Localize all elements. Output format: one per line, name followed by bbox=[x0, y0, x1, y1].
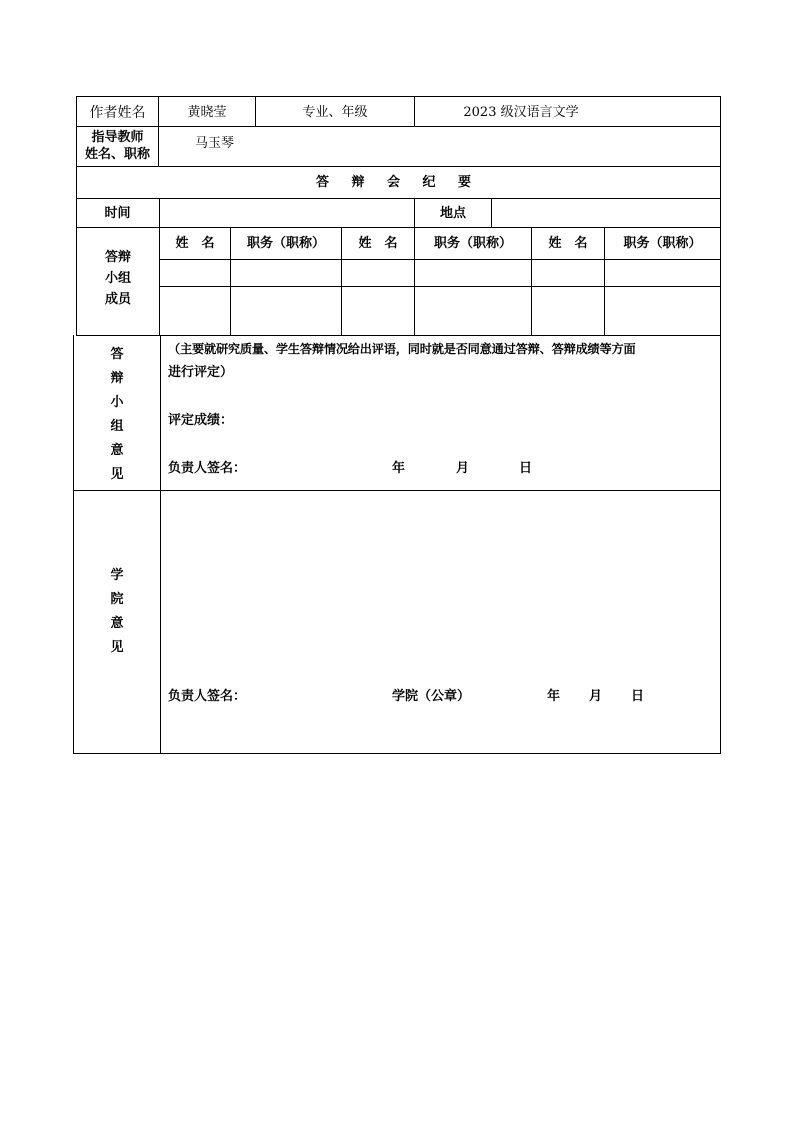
opinion-signature-label: 负责人签名： bbox=[168, 461, 247, 476]
row-divider-3 bbox=[76, 198, 720, 199]
row-divider-6 bbox=[73, 490, 720, 491]
committee-header-title-3: 职务（职称） bbox=[623, 236, 702, 251]
row4-divider-b bbox=[491, 198, 492, 228]
committee-row-divider-1 bbox=[159, 259, 720, 260]
row-divider-2 bbox=[76, 166, 720, 167]
major-grade-label: 专业、年级 bbox=[302, 105, 368, 120]
row-divider-5 bbox=[76, 335, 720, 336]
opinion-label-char-4: 组 bbox=[110, 419, 124, 434]
advisor-label-line2: 姓名、职称 bbox=[84, 147, 150, 162]
college-month-label: 月 bbox=[589, 689, 603, 704]
college-year-label: 年 bbox=[547, 689, 561, 704]
opinion-label-char-1: 答 bbox=[110, 347, 124, 362]
college-label-char-3: 意 bbox=[110, 616, 124, 631]
opinion-instruction-line1: （主要就研究质量、学生答辩情况给出评语，同时就是否同意通过答辩、答辩成绩等方面 bbox=[168, 342, 636, 356]
committee-label-line3: 成员 bbox=[104, 292, 131, 307]
committee-header-title-1: 职务（职称） bbox=[246, 236, 325, 251]
label-column-divider-b bbox=[159, 198, 160, 336]
committee-header-name-3: 姓 名 bbox=[548, 236, 588, 251]
opinion-label-char-3: 小 bbox=[110, 395, 124, 410]
row-divider-1 bbox=[76, 126, 720, 127]
college-day-label: 日 bbox=[631, 689, 645, 704]
table-border-top bbox=[76, 96, 720, 97]
opinion-month-label: 月 bbox=[456, 461, 470, 476]
committee-row-divider-2 bbox=[159, 286, 720, 287]
table-border-bottom bbox=[73, 753, 720, 754]
advisor-value: 马玉琴 bbox=[195, 136, 235, 151]
committee-header-title-2: 职务（职称） bbox=[433, 236, 512, 251]
opinion-label-char-2: 辩 bbox=[110, 371, 124, 386]
college-label-char-4: 见 bbox=[110, 640, 124, 655]
author-name-value: 黄晓莹 bbox=[187, 105, 227, 120]
label-column-divider-c bbox=[160, 335, 161, 754]
opinion-day-label: 日 bbox=[519, 461, 533, 476]
committee-label-line1: 答辩 bbox=[104, 250, 131, 265]
opinion-label-char-5: 意 bbox=[110, 443, 124, 458]
major-grade-value: 2023 级汉语言文学 bbox=[463, 105, 579, 120]
table-border-right bbox=[720, 96, 721, 754]
advisor-label-line1: 指导教师 bbox=[91, 130, 144, 145]
committee-header-name-1: 姓 名 bbox=[175, 236, 215, 251]
college-seal-label: 学院（公章） bbox=[392, 689, 471, 704]
committee-label-line2: 小组 bbox=[104, 271, 131, 286]
row-divider-4 bbox=[76, 227, 720, 228]
college-label-char-1: 学 bbox=[110, 568, 124, 583]
defense-minutes-title: 答 辩 会 纪 要 bbox=[315, 175, 481, 190]
opinion-year-label: 年 bbox=[392, 461, 406, 476]
time-label: 时间 bbox=[104, 206, 131, 221]
opinion-label-char-6: 见 bbox=[110, 467, 124, 482]
grade-label: 评定成绩： bbox=[168, 413, 234, 428]
opinion-instruction-line2: 进行评定） bbox=[168, 365, 234, 380]
committee-header-name-2: 姓 名 bbox=[358, 236, 398, 251]
place-label: 地点 bbox=[439, 206, 466, 221]
college-label-char-2: 院 bbox=[110, 592, 124, 607]
author-name-label: 作者姓名 bbox=[89, 105, 146, 121]
college-signature-label: 负责人签名： bbox=[168, 689, 247, 704]
